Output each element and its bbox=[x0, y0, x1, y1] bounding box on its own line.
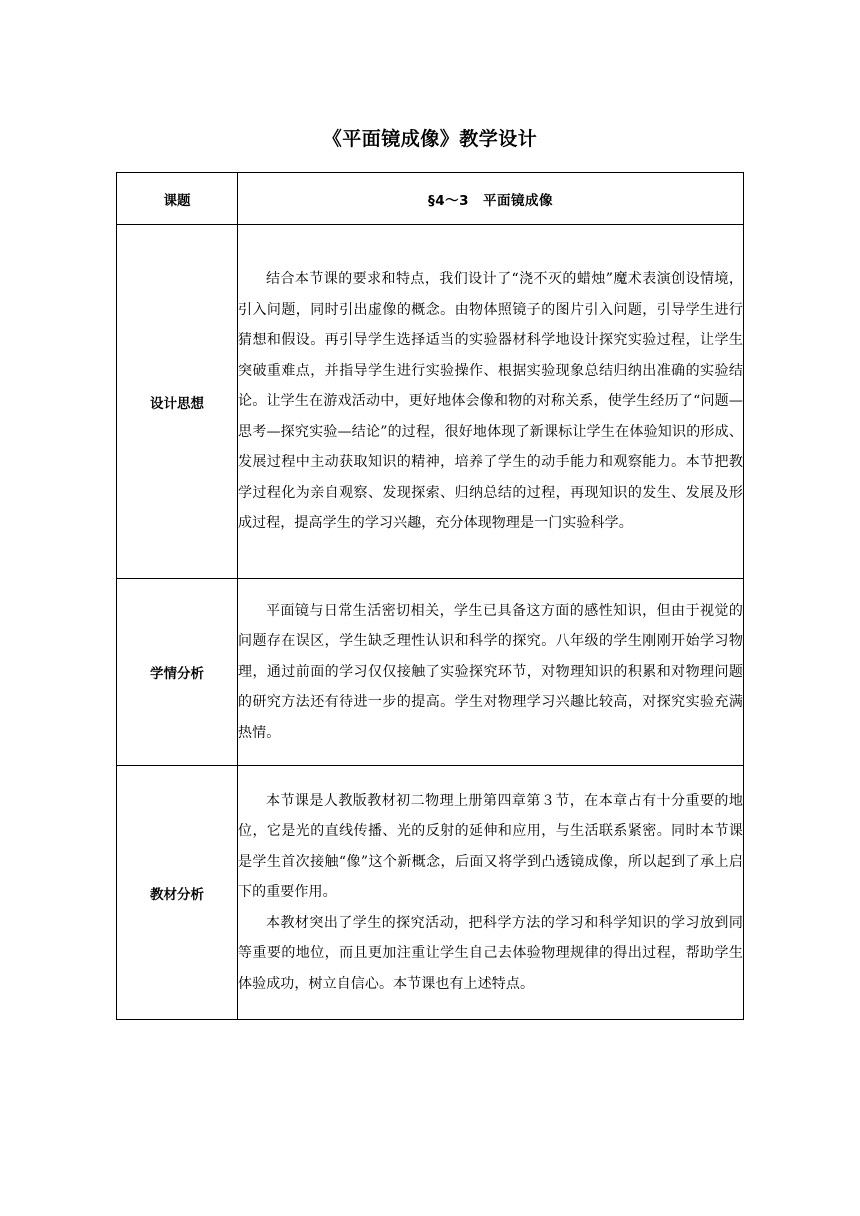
topic-row bbox=[117, 173, 744, 225]
topic-label: 课题 bbox=[117, 173, 238, 225]
learner-content bbox=[238, 579, 744, 766]
topic-value: §4～3 平面镜成像 bbox=[238, 173, 744, 225]
design-label: 设计思想 bbox=[117, 225, 238, 579]
design-paragraph: 结合本节课的要求和特点，我们设计了“浇不灭的蜡烛”魔术表演创设情境，引入问题，同时引出虚像的概念。由物体照镜子的图片引入问题，引导学生进行猜想和假设。再引导学生选择适当的实验器材科学地设计探究实验过程，让学生突破重难点，并指导学生进行实验操作、根据实验现象总结归纳出准确的实验结论。让学生在游戏活动中，更好地体会像和物的对称关系，使学生经历了“问题—思考—探究实验—结论”的过程，很好地体现了新课标让学生在体验知识的形成、发展过程中主动获取知识的精神，培养了学生的动手能力和观察能力。本节把教学过程化为亲自观察、发现探索、归纳总结的过程，再现知识的发生、发展及形成过程，提高学生的学习兴趣，充分体现物理是一门实验科学。 bbox=[238, 271, 743, 532]
learner-paragraph: 平面镜与日常生活密切相关，学生已具备这方面的感性知识，但由于视觉的问题存在误区，学生缺乏理性认识和科学的探究。八年级的学生刚刚开始学习物理，通过前面的学习仅仅接触了实验探究环节，对物理知识的积累和对物理问题的研究方法还有待进一步的提高。学生对物理学习兴趣比较高，对探究实验充满热情。 bbox=[238, 602, 743, 741]
design-row bbox=[117, 225, 744, 579]
material-paragraph-1: 本节课是人教版教材初二物理上册第四章第３节，在本章占有十分重要的地位，它是光的直线传播、光的反射的延伸和应用，与生活联系紧密。同时本节课是学生首次接触“像”这个新概念，后面又将学到凸透镜成像，所以起到了承上启下的重要作用。 bbox=[238, 792, 743, 901]
page-title: 《平面镜成像》教学设计 bbox=[322, 128, 538, 150]
learner-label: 学情分析 bbox=[117, 579, 238, 766]
design-content bbox=[238, 225, 744, 579]
material-label: 教材分析 bbox=[117, 766, 238, 1020]
material-paragraph-2: 本教材突出了学生的探究活动，把科学方法的学习和科学知识的学习放到同等重要的地位，而且更加注重让学生自己去体验物理规律的得出过程，帮助学生体验成功，树立自信心。本节课也有上述特点。 bbox=[238, 914, 743, 992]
learner-row bbox=[117, 579, 744, 766]
lesson-design-table bbox=[116, 172, 744, 1020]
material-row bbox=[117, 766, 744, 1020]
material-content bbox=[238, 766, 744, 1020]
